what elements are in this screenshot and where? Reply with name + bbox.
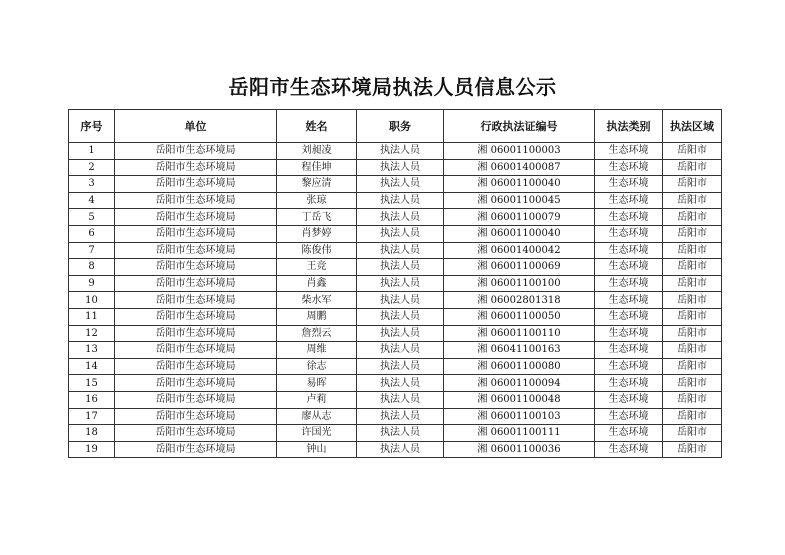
cell-certificate-number: 湘 06001100045 bbox=[444, 192, 595, 209]
cell-area: 岳阳市 bbox=[663, 425, 722, 442]
cell-category: 生态环境 bbox=[595, 391, 663, 408]
table-row bbox=[69, 391, 722, 408]
cell-certificate-number: 湘 06001100079 bbox=[444, 209, 595, 226]
cell-unit: 岳阳市生态环境局 bbox=[115, 209, 277, 226]
cell-category: 生态环境 bbox=[595, 358, 663, 375]
cell-unit: 岳阳市生态环境局 bbox=[115, 143, 277, 160]
cell-certificate-number: 湘 06001400087 bbox=[444, 159, 595, 176]
cell-area: 岳阳市 bbox=[663, 342, 722, 359]
header-position: 职务 bbox=[357, 110, 444, 143]
cell-position: 执法人员 bbox=[357, 242, 444, 259]
cell-name: 易晖 bbox=[277, 375, 357, 392]
cell-certificate-number: 湘 06001100094 bbox=[444, 375, 595, 392]
table-row bbox=[69, 225, 722, 242]
cell-name: 柴水军 bbox=[277, 292, 357, 309]
cell-category: 生态环境 bbox=[595, 342, 663, 359]
header-unit: 单位 bbox=[115, 110, 277, 143]
cell-certificate-number: 湘 06001100069 bbox=[444, 259, 595, 276]
table-row bbox=[69, 242, 722, 259]
header-name: 姓名 bbox=[277, 110, 357, 143]
cell-area: 岳阳市 bbox=[663, 143, 722, 160]
table-header-row bbox=[69, 110, 722, 143]
table-row bbox=[69, 143, 722, 160]
cell-certificate-number: 湘 06001100040 bbox=[444, 176, 595, 193]
cell-unit: 岳阳市生态环境局 bbox=[115, 176, 277, 193]
cell-position: 执法人员 bbox=[357, 408, 444, 425]
table-row bbox=[69, 192, 722, 209]
cell-position: 执法人员 bbox=[357, 425, 444, 442]
cell-unit: 岳阳市生态环境局 bbox=[115, 408, 277, 425]
table-row bbox=[69, 259, 722, 276]
cell-area: 岳阳市 bbox=[663, 225, 722, 242]
cell-unit: 岳阳市生态环境局 bbox=[115, 259, 277, 276]
header-enforcement-category: 执法类别 bbox=[595, 110, 663, 143]
table-row bbox=[69, 441, 722, 458]
cell-name: 钟山 bbox=[277, 441, 357, 458]
cell-name: 徐志 bbox=[277, 358, 357, 375]
cell-index: 18 bbox=[69, 425, 115, 442]
table-row bbox=[69, 159, 722, 176]
cell-position: 执法人员 bbox=[357, 259, 444, 276]
cell-name: 张琼 bbox=[277, 192, 357, 209]
cell-category: 生态环境 bbox=[595, 192, 663, 209]
cell-unit: 岳阳市生态环境局 bbox=[115, 308, 277, 325]
cell-position: 执法人员 bbox=[357, 441, 444, 458]
cell-name: 许国光 bbox=[277, 425, 357, 442]
cell-position: 执法人员 bbox=[357, 225, 444, 242]
cell-area: 岳阳市 bbox=[663, 242, 722, 259]
cell-name: 廖从志 bbox=[277, 408, 357, 425]
table-row bbox=[69, 342, 722, 359]
cell-index: 11 bbox=[69, 308, 115, 325]
cell-name: 卢莉 bbox=[277, 391, 357, 408]
cell-unit: 岳阳市生态环境局 bbox=[115, 159, 277, 176]
cell-category: 生态环境 bbox=[595, 209, 663, 226]
cell-index: 13 bbox=[69, 342, 115, 359]
cell-position: 执法人员 bbox=[357, 342, 444, 359]
cell-index: 16 bbox=[69, 391, 115, 408]
table-row bbox=[69, 292, 722, 309]
cell-name: 詹烈云 bbox=[277, 325, 357, 342]
cell-area: 岳阳市 bbox=[663, 325, 722, 342]
cell-name: 陈俊伟 bbox=[277, 242, 357, 259]
header-enforcement-area: 执法区域 bbox=[663, 110, 722, 143]
cell-unit: 岳阳市生态环境局 bbox=[115, 391, 277, 408]
cell-category: 生态环境 bbox=[595, 225, 663, 242]
cell-certificate-number: 湘 06001100080 bbox=[444, 358, 595, 375]
cell-area: 岳阳市 bbox=[663, 259, 722, 276]
table-row bbox=[69, 308, 722, 325]
cell-category: 生态环境 bbox=[595, 242, 663, 259]
cell-name: 周鹏 bbox=[277, 308, 357, 325]
cell-certificate-number: 湘 06001100103 bbox=[444, 408, 595, 425]
header-index: 序号 bbox=[69, 110, 115, 143]
cell-position: 执法人员 bbox=[357, 358, 444, 375]
cell-unit: 岳阳市生态环境局 bbox=[115, 358, 277, 375]
table-row bbox=[69, 209, 722, 226]
cell-category: 生态环境 bbox=[595, 275, 663, 292]
cell-unit: 岳阳市生态环境局 bbox=[115, 275, 277, 292]
cell-name: 周维 bbox=[277, 342, 357, 359]
cell-certificate-number: 湘 06001400042 bbox=[444, 242, 595, 259]
cell-index: 7 bbox=[69, 242, 115, 259]
cell-area: 岳阳市 bbox=[663, 192, 722, 209]
cell-area: 岳阳市 bbox=[663, 159, 722, 176]
cell-unit: 岳阳市生态环境局 bbox=[115, 325, 277, 342]
cell-unit: 岳阳市生态环境局 bbox=[115, 242, 277, 259]
cell-position: 执法人员 bbox=[357, 275, 444, 292]
cell-certificate-number: 湘 06001100048 bbox=[444, 391, 595, 408]
cell-certificate-number: 湘 06001100040 bbox=[444, 225, 595, 242]
cell-index: 3 bbox=[69, 176, 115, 193]
cell-category: 生态环境 bbox=[595, 408, 663, 425]
cell-position: 执法人员 bbox=[357, 192, 444, 209]
document-title: 岳阳市生态环境局执法人员信息公示 bbox=[228, 75, 557, 99]
cell-index: 5 bbox=[69, 209, 115, 226]
cell-area: 岳阳市 bbox=[663, 176, 722, 193]
cell-name: 丁岳飞 bbox=[277, 209, 357, 226]
cell-certificate-number: 湘 06001100050 bbox=[444, 308, 595, 325]
cell-category: 生态环境 bbox=[595, 441, 663, 458]
cell-area: 岳阳市 bbox=[663, 358, 722, 375]
cell-area: 岳阳市 bbox=[663, 408, 722, 425]
header-certificate-number: 行政执法证编号 bbox=[444, 110, 595, 143]
cell-certificate-number: 湘 06001100036 bbox=[444, 441, 595, 458]
cell-index: 2 bbox=[69, 159, 115, 176]
cell-name: 肖鑫 bbox=[277, 275, 357, 292]
cell-area: 岳阳市 bbox=[663, 308, 722, 325]
table-row bbox=[69, 275, 722, 292]
cell-area: 岳阳市 bbox=[663, 275, 722, 292]
table-row bbox=[69, 325, 722, 342]
cell-unit: 岳阳市生态环境局 bbox=[115, 375, 277, 392]
cell-position: 执法人员 bbox=[357, 159, 444, 176]
cell-position: 执法人员 bbox=[357, 325, 444, 342]
table-row bbox=[69, 425, 722, 442]
cell-area: 岳阳市 bbox=[663, 375, 722, 392]
cell-certificate-number: 湘 06001100110 bbox=[444, 325, 595, 342]
cell-category: 生态环境 bbox=[595, 143, 663, 160]
cell-index: 6 bbox=[69, 225, 115, 242]
cell-index: 8 bbox=[69, 259, 115, 276]
table-row bbox=[69, 375, 722, 392]
cell-index: 17 bbox=[69, 408, 115, 425]
cell-area: 岳阳市 bbox=[663, 441, 722, 458]
cell-certificate-number: 湘 06001100111 bbox=[444, 425, 595, 442]
cell-index: 9 bbox=[69, 275, 115, 292]
cell-name: 刘昶凌 bbox=[277, 143, 357, 160]
cell-name: 肖梦婷 bbox=[277, 225, 357, 242]
table-row bbox=[69, 358, 722, 375]
cell-category: 生态环境 bbox=[595, 159, 663, 176]
cell-index: 10 bbox=[69, 292, 115, 309]
cell-unit: 岳阳市生态环境局 bbox=[115, 441, 277, 458]
cell-category: 生态环境 bbox=[595, 259, 663, 276]
table-body bbox=[69, 143, 722, 458]
cell-unit: 岳阳市生态环境局 bbox=[115, 425, 277, 442]
cell-position: 执法人员 bbox=[357, 176, 444, 193]
cell-category: 生态环境 bbox=[595, 325, 663, 342]
cell-category: 生态环境 bbox=[595, 425, 663, 442]
cell-unit: 岳阳市生态环境局 bbox=[115, 225, 277, 242]
cell-category: 生态环境 bbox=[595, 176, 663, 193]
table-row bbox=[69, 176, 722, 193]
cell-name: 王竞 bbox=[277, 259, 357, 276]
cell-unit: 岳阳市生态环境局 bbox=[115, 292, 277, 309]
cell-index: 4 bbox=[69, 192, 115, 209]
cell-category: 生态环境 bbox=[595, 308, 663, 325]
cell-index: 15 bbox=[69, 375, 115, 392]
cell-index: 14 bbox=[69, 358, 115, 375]
cell-position: 执法人员 bbox=[357, 308, 444, 325]
cell-index: 1 bbox=[69, 143, 115, 160]
cell-category: 生态环境 bbox=[595, 292, 663, 309]
cell-area: 岳阳市 bbox=[663, 292, 722, 309]
cell-category: 生态环境 bbox=[595, 375, 663, 392]
cell-certificate-number: 湘 06001100100 bbox=[444, 275, 595, 292]
cell-position: 执法人员 bbox=[357, 143, 444, 160]
table-row bbox=[69, 408, 722, 425]
cell-index: 12 bbox=[69, 325, 115, 342]
cell-name: 程佳坤 bbox=[277, 159, 357, 176]
cell-position: 执法人员 bbox=[357, 209, 444, 226]
cell-area: 岳阳市 bbox=[663, 391, 722, 408]
cell-position: 执法人员 bbox=[357, 292, 444, 309]
cell-position: 执法人员 bbox=[357, 391, 444, 408]
personnel-table bbox=[68, 109, 722, 458]
cell-certificate-number: 湘 06002801318 bbox=[444, 292, 595, 309]
cell-unit: 岳阳市生态环境局 bbox=[115, 342, 277, 359]
cell-unit: 岳阳市生态环境局 bbox=[115, 192, 277, 209]
cell-position: 执法人员 bbox=[357, 375, 444, 392]
cell-index: 19 bbox=[69, 441, 115, 458]
cell-area: 岳阳市 bbox=[663, 209, 722, 226]
cell-name: 黎应清 bbox=[277, 176, 357, 193]
cell-certificate-number: 湘 06001100003 bbox=[444, 143, 595, 160]
cell-certificate-number: 湘 06041100163 bbox=[444, 342, 595, 359]
